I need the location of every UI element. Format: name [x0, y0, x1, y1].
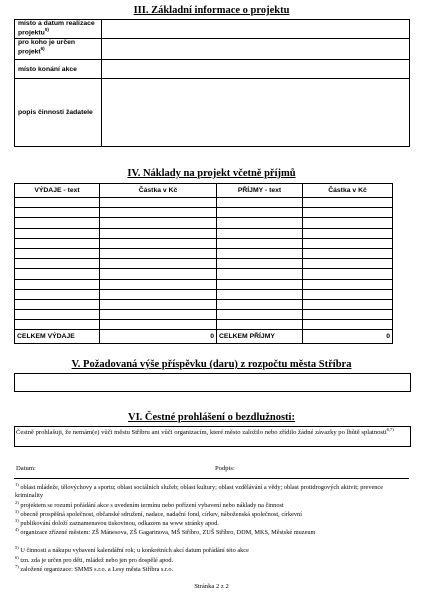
col-income-text: PŘÍJMY - text — [217, 184, 303, 198]
table-cell[interactable] — [217, 279, 303, 289]
declaration-text: Čestně prohlašuji, že nemám(e) vůči městu Stříbru ani vůči organizacím, které město založilo nebo zřídilo žádné závazky po lhůtě splatnosti$^{6,7)}$ — [16, 427, 394, 437]
total-income-value: 0 — [303, 330, 393, 344]
table-cell[interactable] — [15, 198, 100, 208]
section5-heading: V. Požadovaná výše příspěvku (daru) z rozpočtu města Stříbra — [71, 359, 352, 370]
total-income-label: CELKEM PŘÍJMY — [217, 330, 303, 344]
table-cell[interactable] — [303, 310, 393, 320]
table-cell[interactable] — [15, 269, 100, 279]
table-cell[interactable] — [217, 248, 303, 258]
table-cell[interactable] — [100, 269, 217, 279]
table-cell[interactable] — [100, 228, 217, 238]
row-label-target-group: pro koho je určen projekt$^{6)}$ — [15, 39, 102, 60]
table-cell[interactable] — [100, 259, 217, 269]
table-cell[interactable] — [15, 289, 100, 299]
table-cell[interactable] — [100, 218, 217, 228]
table-cell[interactable] — [303, 218, 393, 228]
table-cell[interactable] — [303, 248, 393, 258]
table-cell[interactable] — [217, 198, 303, 208]
table-cell[interactable] — [303, 289, 393, 299]
table-cell[interactable] — [303, 269, 393, 279]
table-cell[interactable] — [303, 320, 393, 330]
activity-field[interactable] — [102, 79, 410, 147]
section4-heading: IV. Náklady na projekt včetně příjmů — [127, 168, 296, 179]
table-cell[interactable] — [100, 320, 217, 330]
table-cell[interactable] — [15, 259, 100, 269]
table-cell[interactable] — [217, 269, 303, 279]
footnote-4: $^{4)}$ organizace zřízené městem: ZŠ Mánesova, ZŠ Gagarinova, MŠ Stříbro, ZUŠ Stříbro, DDM, MKS, Městské muzeum — [15, 527, 316, 537]
footnote-2: $^{2)}$ projektem se rozumí pořádání akce s uvedením termínu nebo pořízení vybavení nebo náklady na činnost — [15, 500, 284, 510]
table-cell[interactable] — [15, 228, 100, 238]
table-cell[interactable] — [100, 198, 217, 208]
table-cell[interactable] — [15, 218, 100, 228]
table-cell[interactable] — [217, 289, 303, 299]
footnote-separator — [14, 478, 409, 479]
total-expense-value: 0 — [100, 330, 217, 344]
footnote-6: $^{6)}$ tzn. zda je určen pro děti, mládež nebo jen pro dospělé apod. — [15, 555, 174, 565]
table-cell[interactable] — [15, 320, 100, 330]
total-expense-label: CELKEM VÝDAJE — [15, 330, 100, 344]
place-date-field[interactable] — [102, 20, 410, 39]
table-cell[interactable] — [217, 218, 303, 228]
table-cell[interactable] — [303, 279, 393, 289]
table-cell[interactable] — [100, 289, 217, 299]
table-cell[interactable] — [303, 228, 393, 238]
table-cell[interactable] — [217, 208, 303, 218]
table-cell[interactable] — [100, 208, 217, 218]
table-cell[interactable] — [303, 299, 393, 309]
project-info-table — [14, 19, 410, 147]
col-income-amount: Částka v Kč — [303, 184, 393, 198]
footnote-3b: $^{3)}$ publikování doloží zaznamenavou tiskovinou, odkazem na www stránky apod. — [15, 518, 219, 528]
table-cell[interactable] — [217, 259, 303, 269]
costs-table — [14, 183, 393, 344]
table-cell[interactable] — [217, 238, 303, 248]
requested-amount-field[interactable] — [14, 373, 411, 392]
table-cell[interactable] — [303, 259, 393, 269]
table-cell[interactable] — [100, 248, 217, 258]
col-expense-text: VÝDAJE - text — [15, 184, 100, 198]
footnote-3: $^{3)}$ obecně prospěšná společnost, občanské sdružení, nadace, nadační fond, církev, náboženská společnost, církevní — [15, 509, 302, 519]
table-cell[interactable] — [217, 228, 303, 238]
col-expense-amount: Částka v Kč — [100, 184, 217, 198]
table-cell[interactable] — [100, 310, 217, 320]
table-cell[interactable] — [217, 310, 303, 320]
page-number: Stránka 2 z 2 — [194, 583, 229, 590]
footnote-1: $^{1)}$ oblast mládeže, tělovýchovy a sportu; oblast sociálních služeb; oblast kultury; oblast vzdělávání a vědy; oblast protidrogových aktivit; prevence kriminality — [15, 482, 384, 499]
row-label-venue: místo konání akce — [15, 60, 102, 79]
venue-field[interactable] — [102, 60, 410, 79]
table-cell[interactable] — [15, 208, 100, 218]
table-cell[interactable] — [15, 238, 100, 248]
table-cell[interactable] — [217, 299, 303, 309]
table-cell[interactable] — [15, 299, 100, 309]
table-cell[interactable] — [100, 238, 217, 248]
section3-heading: III. Základní informace o projektu — [133, 5, 290, 16]
table-cell[interactable] — [15, 248, 100, 258]
row-label-activity: popis činnosti žadatele — [15, 79, 102, 147]
table-cell[interactable] — [303, 198, 393, 208]
table-cell[interactable] — [100, 279, 217, 289]
footnote-5: $^{5)}$ U činnosti a nákupu vybavení kalendářní rok; u konkrétních akcí datum pořádání této akce — [15, 545, 249, 555]
target-group-field[interactable] — [102, 39, 410, 60]
footnote-7: $^{7)}$ založené organizace: SMMS s.r.o. a Lesy města Stříbra s.r.o. — [15, 564, 174, 574]
table-cell[interactable] — [15, 310, 100, 320]
table-cell[interactable] — [100, 299, 217, 309]
table-cell[interactable] — [15, 279, 100, 289]
date-label: Datum: — [16, 465, 36, 472]
signature-label: Podpis: — [215, 465, 235, 472]
row-label-place-date: místo a datum realizace projektu$^{5)}$ — [15, 20, 102, 39]
section6-heading: VI. Čestné prohlášení o bezdlužnosti: — [128, 412, 295, 423]
table-cell[interactable] — [217, 320, 303, 330]
table-cell[interactable] — [303, 208, 393, 218]
table-cell[interactable] — [303, 238, 393, 248]
